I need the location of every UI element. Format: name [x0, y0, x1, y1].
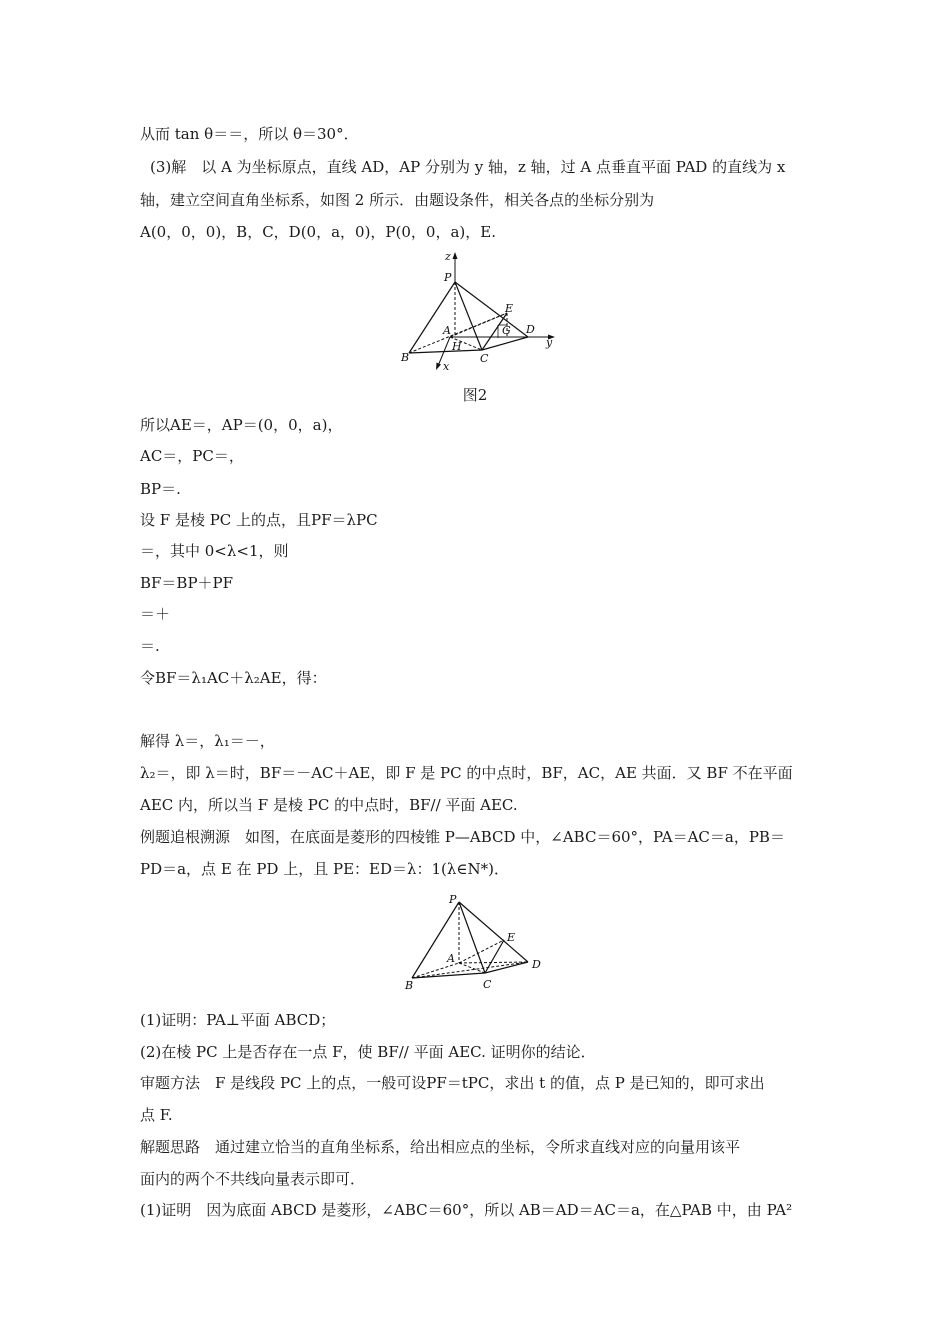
text-line-20: (2)在棱 PC 上是否存在一点 F，使 BF// 平面 AEC. 证明你的结论．: [140, 1043, 596, 1061]
figure-2-caption: 图2: [462, 386, 488, 404]
text-line-7: BP＝.: [140, 480, 181, 498]
fig2-label-b: B: [405, 979, 414, 992]
text-line-4: A(0，0，0)，B，C，D(0，a，0)，P(0，0，a)，E.: [140, 223, 496, 241]
text-line-21: 审题方法 F 是线段 PC 上的点，一般可设PF＝tPC，求出 t 的值，点 P 是已知的，即可求出: [140, 1074, 765, 1092]
fig1-label-d: D: [526, 323, 535, 336]
text-line-9: ＝，其中 0<λ<1，则: [140, 542, 289, 560]
text-line-2: (3)解 以 A 为坐标原点，直线 AD，AP 分别为 y 轴，z 轴，过 A 点垂直平面 PAD 的直线为 x: [150, 158, 786, 176]
fig1-label-p: P: [444, 271, 452, 284]
text-line-8: 设 F 是棱 PC 上的点，且PF＝λPC: [140, 511, 378, 529]
text-line-10: BF＝BP＋PF: [140, 574, 234, 592]
fig1-label-e: E: [505, 302, 514, 315]
text-line-18: PD＝a，点 E 在 PD 上，且 PE：ED＝λ：1(λ∈N*)．: [140, 860, 509, 878]
fig1-label-b: B: [401, 351, 410, 364]
fig1-label-x: x: [443, 360, 450, 373]
text-line-13: 令BF＝λ₁AC＋λ₂AE，得：: [140, 669, 327, 687]
text-line-17: 例题追根溯源 如图，在底面是菱形的四棱锥 P—ABCD 中，∠ABC＝60°，PA＝AC＝a，PB＝: [140, 828, 785, 846]
text-line-6: AC＝，PC＝，: [140, 447, 244, 465]
text-line-23: 解题思路 通过建立恰当的直角坐标系，给出相应点的坐标，令所求直线对应的向量用该平: [140, 1138, 741, 1156]
fig1-label-h: H: [452, 340, 462, 353]
text-line-11: ＝＋: [140, 605, 171, 623]
text-line-5: 所以AE＝，AP＝(0，0，a)，: [140, 416, 343, 434]
fig1-label-g: G: [502, 324, 511, 337]
text-line-14: 解得 λ＝，λ₁＝－，: [140, 732, 275, 750]
text-line-3: 轴，建立空间直角坐标系，如图 2 所示．由题设条件，相关各点的坐标分别为: [140, 191, 655, 209]
fig1-label-c: C: [480, 352, 489, 365]
text-line-15: λ₂＝，即 λ＝时，BF＝－AC＋AE，即 F 是 PC 的中点时，BF，AC，AE 共面．又 BF 不在平面: [140, 764, 793, 782]
text-line-12: ＝.: [140, 637, 160, 655]
figure-2-coordinate-pyramid: [395, 250, 565, 375]
fig2-label-e: E: [507, 931, 516, 944]
figure-pyramid-pabcd: [400, 890, 550, 995]
text-line-24: 面内的两个不共线向量表示即可．: [140, 1170, 366, 1188]
fig2-label-a: A: [447, 952, 455, 965]
text-line-1: 从而 tan θ＝＝，所以 θ＝30°．: [140, 125, 359, 143]
fig1-label-a: A: [443, 324, 451, 337]
fig2-label-p: P: [449, 893, 457, 906]
text-line-16: AEC 内，所以当 F 是棱 PC 的中点时，BF// 平面 AEC.: [140, 796, 518, 814]
fig1-label-y: y: [546, 336, 553, 349]
text-line-19: (1)证明：PA⊥平面 ABCD；: [140, 1011, 336, 1029]
fig1-label-z: z: [445, 250, 451, 263]
text-line-22: 点 F.: [140, 1106, 173, 1124]
fig2-label-c: C: [483, 978, 492, 991]
text-line-25: (1)证明 因为底面 ABCD 是菱形，∠ABC＝60°，所以 AB＝AD＝AC＝a，在△PAB 中，由 PA²: [140, 1201, 793, 1219]
fig2-label-d: D: [532, 958, 541, 971]
